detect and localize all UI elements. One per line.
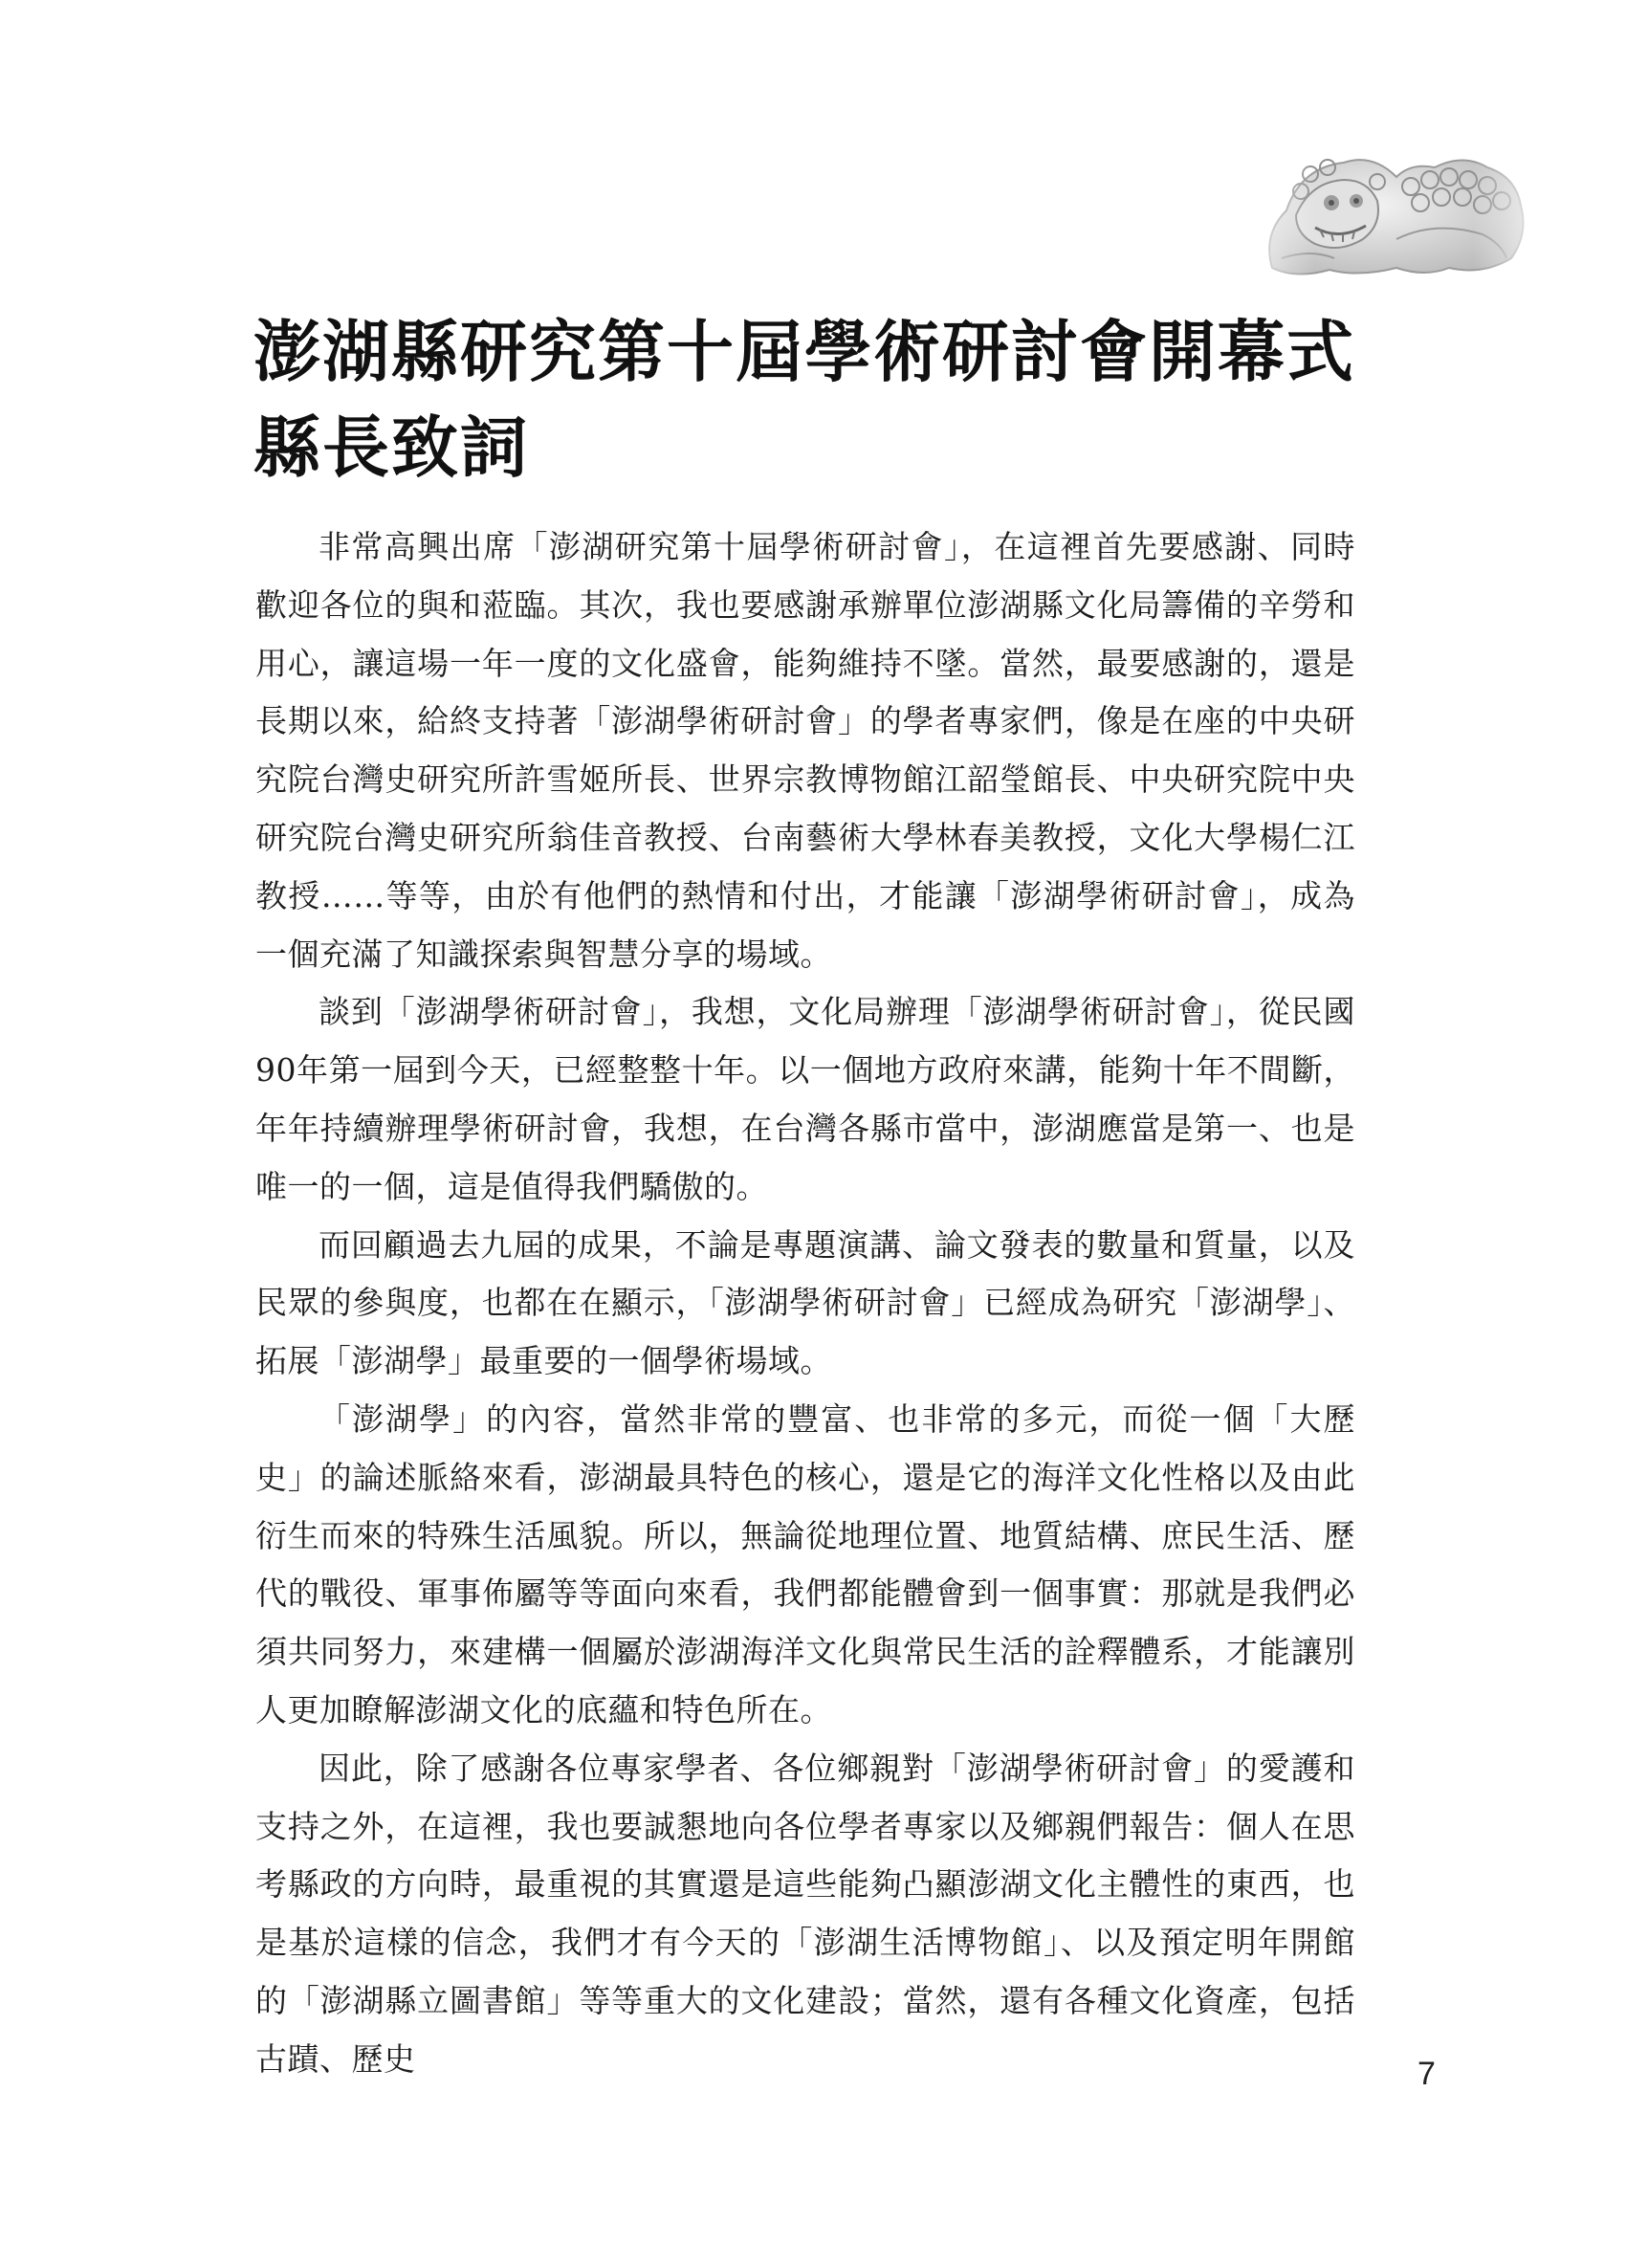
paragraph-2: 談到「澎湖學術研討會」，我想，文化局辦理「澎湖學術研討會」，從民國90年第一屆到今天，已經整整十年。以一個地方政府來講，能夠十年不間斷，年年持續辦理學術研討會，我想，在台灣各縣市當中，澎湖應當是第一、也是唯一的一個，這是值得我們驕傲的。	[255, 993, 1355, 1205]
article-body	[255, 518, 1355, 2089]
stone-lion-icon	[1243, 124, 1530, 277]
title-line-2: 縣長致詞	[253, 407, 529, 487]
paragraph-4: 「澎湖學」的內容，當然非常的豐富、也非常的多元，而從一個「大歷史」的論述脈絡來看，澎湖最具特色的核心，還是它的海洋文化性格以及由此衍生而來的特殊生活風貌。所以，無論從地理位置、地質結構、庶民生活、歷代的戰役、軍事佈屬等等面向來看，我們都能體會到一個事實：那就是我們必須共同努力，來建構一個屬於澎湖海洋文化與常民生活的詮釋體系，才能讓別人更加瞭解澎湖文化的底蘊和特色所在。	[255, 1399, 1355, 1729]
title-line-1: 澎湖縣研究第十屆學術研討會開幕式	[253, 312, 1355, 391]
paragraph-5: 因此，除了感謝各位專家學者、各位鄉親對「澎湖學術研討會」的愛護和支持之外，在這裡，我也要誠懇地向各位學者專家以及鄉親們報告：個人在思考縣政的方向時，最重視的其實還是這些能夠凸顯澎湖文化主體性的東西，也是基於這樣的信念，我們才有今天的「澎湖生活博物館」、以及預定明年開館的「澎湖縣立圖書館」等等重大的文化建設；當然，還有各種文化資產，包括古蹟、歷史	[255, 1749, 1355, 2078]
article-title	[253, 304, 1401, 495]
page-number: 7	[1417, 2056, 1436, 2092]
paragraph-3: 而回顧過去九屆的成果，不論是專題演講、論文發表的數量和質量，以及民眾的參與度，也都在在顯示，「澎湖學術研討會」已經成為研究「澎湖學」、拓展「澎湖學」最重要的一個學術場域。	[255, 1225, 1355, 1380]
paragraph-1: 非常高興出席「澎湖研究第十屆學術研討會」，在這裡首先要感謝、同時歡迎各位的與和蒞臨。其次，我也要感謝承辦單位澎湖縣文化局籌備的辛勞和用心，讓這場一年一度的文化盛會，能夠維持不墜。當然，最要感謝的，還是長期以來，給終支持著「澎湖學術研討會」的學者專家們，像是在座的中央研究院台灣史研究所許雪姬所長、世界宗教博物館江韶瑩館長、中央研究院中央研究院台灣史研究所翁佳音教授、台南藝術大學林春美教授，文化大學楊仁江教授……等等，由於有他們的熱情和付出，才能讓「澎湖學術研討會」，成為一個充滿了知識探索與智慧分享的場域。	[255, 528, 1355, 973]
